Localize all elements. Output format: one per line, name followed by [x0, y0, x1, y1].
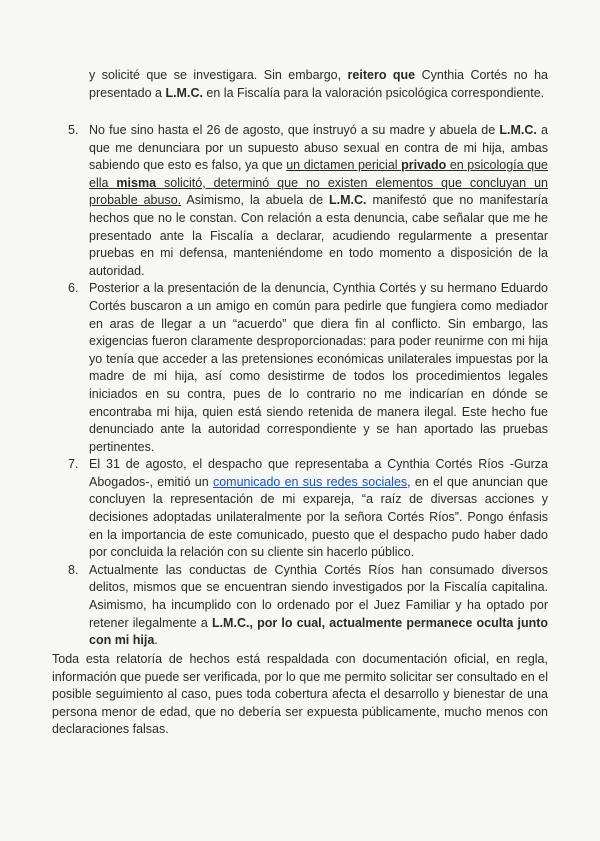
list-item-text — [89, 563, 548, 647]
numbered-list — [52, 122, 548, 650]
text-run: L.M.C. — [499, 123, 537, 137]
text-run: reitero que — [347, 68, 416, 82]
text-run: Actualmente las conductas de Cynthia Cortés Ríos han consumado diversos delitos, mismos que se encuentran siendo investigados por la Fiscalía capitalina. Asimismo, ha incumplido con lo ordenado por el Juez Familiar y ha optado por retener ilegalmente a — [89, 562, 548, 630]
text-run: L.M.C. — [165, 85, 203, 100]
list-item-number: 6. — [68, 281, 79, 296]
text-run: , en el que anuncian que concluyen la representación de mi expareja, “a raíz de diversas acciones y decisiones adoptadas unilateralmente por la señora Cortés Ríos”. Pongo énfasis en la importancia de este comunicado, puesto que el despacho pudo haber dado por concluida la relación con su cliente sin hacerlo público. — [89, 474, 549, 560]
text-run: No fue sino hasta el 26 de agosto, que instruyó a su madre y abuela de — [89, 123, 500, 137]
text-run: en psicología que ella — [89, 158, 548, 190]
social-media-link[interactable]: comunicado en sus redes sociales — [212, 474, 408, 489]
text-run: L.M.C. — [329, 193, 367, 208]
text-run: y solicité que se investigara. Sin embargo, — [89, 68, 348, 82]
text-run: solicitó, determinó que no existen elementos que concluyan un probable abuso. — [89, 175, 548, 208]
list-item-number: 7. — [68, 457, 79, 472]
list-item-number: 8. — [68, 562, 79, 577]
list-item-text — [89, 457, 548, 559]
text-run: un dictamen pericial — [286, 158, 402, 173]
text-run: Cynthia Cortés no ha presentado a — [89, 68, 548, 100]
text-run: El 31 de agosto, el despacho que representaba a Cynthia Cortés Ríos -Gurza Abogados-, emitió un — [89, 457, 548, 489]
continuation-paragraph — [52, 67, 548, 102]
text-run: manifestó que no manifestaría hechos que no le constan. Con relación a esta denuncia, cabe señalar que me he presentado ante la Fiscalía a declarar, acudiendo regularmente a presentar pruebas en mi defensa, manteniéndome en todo momento a disposición de la autoridad. — [89, 193, 549, 278]
text-run: en la Fiscalía para la valoración psicológica correspondiente. — [202, 85, 545, 100]
list-item-text — [89, 281, 548, 453]
text-run: . — [154, 633, 158, 648]
closing-paragraph: Toda esta relatoría de hechos está respaldada con documentación oficial, en regla, información que puede ser verificada, por lo que me permito solicitar ser consultado en el posible seguimiento al caso, pues toda cobertura afecta el desarrollo y bienestar de una persona menor de edad, que no debería ser expuesta públicamente, mucho menos con declaraciones falsas. — [52, 652, 548, 737]
list-item-number: 5. — [68, 123, 79, 137]
list-item — [52, 456, 548, 562]
list-item — [52, 122, 548, 280]
continuation-text — [52, 67, 548, 102]
list-item — [52, 562, 548, 650]
text-run: a que me denunciara por un supuesto abuso sexual en contra de mi hija, ambas sabiendo que esto es falso, ya que — [89, 123, 548, 173]
list-item-text — [89, 123, 548, 278]
text-run: Posterior a la presentación de la denuncia, Cynthia Cortés y su hermano Eduardo Cortés buscaron a un amigo en común para pedirle que fungiera como mediador en aras de llegar a un “acuerdo” que diera fin al conflicto. Sin embargo, las exigencias fueron claramente desproporcionadas: para poder reunirme con mi hija yo tenía que acceder a las pretensiones económicas unilaterales impuestas por la madre de mi hija, así como desistirme de todos los procedimientos legales iniciados en su contra, pues de lo contrario no me indicarían en dónde se encontraba mi hija, quien está siendo retenida de manera ilegal. Este hecho fue denunciado ante la autoridad correspondiente y se han aportado las pruebas pertinentes. — [89, 281, 548, 454]
text-run: Asimismo, la abuela de — [181, 193, 329, 208]
list-item — [52, 280, 548, 456]
text-run: privado — [401, 158, 447, 173]
text-run: misma — [116, 175, 157, 190]
text-run: L.M.C., por lo cual, actualmente permanece oculta junto con mi hija — [89, 615, 549, 648]
